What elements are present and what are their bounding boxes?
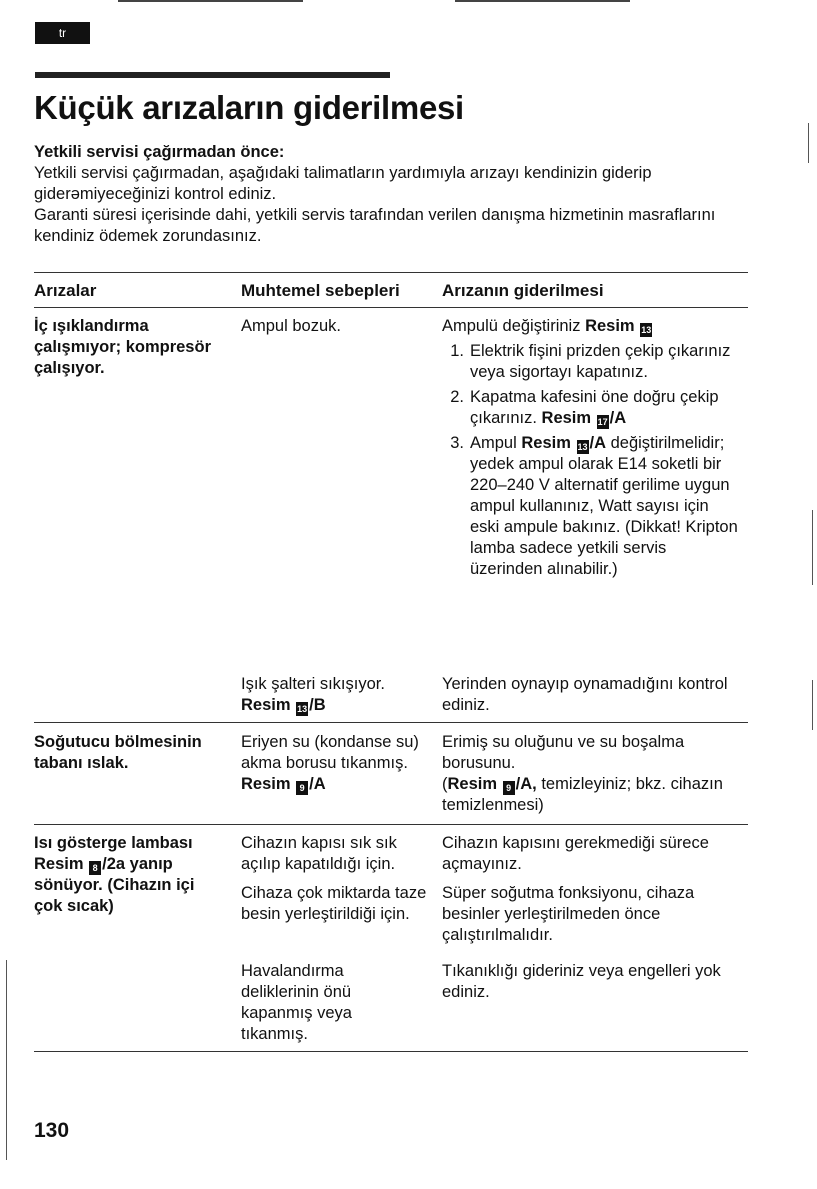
language-badge: tr (35, 22, 90, 44)
margin-mark (6, 960, 7, 1160)
figure-reference (241, 695, 431, 716)
fault-cell (34, 833, 219, 917)
step-pre-text: Ampul (470, 434, 517, 452)
figure-reference (521, 434, 606, 452)
step-text: değiştirilmelidir; yedek ampul olarak E14 soketli bir 220–240 V alternatif gerilime uygun ampul kullanınız, Watt sayısı için eski ampule bakınız. (Dikkat! Kripton lamba sadece yetkili servis üzerinden alınabilir.) (470, 434, 738, 578)
cause-cell: Cihaza çok miktarda taze besin yerleştirildiği için. (241, 884, 427, 923)
remedy-cell (442, 732, 747, 816)
figure-label: Resim (541, 409, 592, 427)
remedy-cell: Süper soğutma fonksiyonu, cihaza besinler yerleştirilmeden önce çalıştırılmalıdır. (442, 884, 695, 944)
cause-cell (241, 732, 431, 795)
cause-cell: Cihazın kapısı sık sık açılıp kapatıldığı için. (241, 834, 397, 873)
margin-mark (812, 680, 813, 730)
figure-suffix: /A (609, 409, 627, 427)
figure-number-badge: 8 (89, 861, 101, 875)
margin-mark (808, 123, 809, 163)
row-rule (34, 722, 748, 723)
figure-label: Resim (447, 775, 498, 793)
remedy-intro-text: Ampulü değiştiriniz (442, 317, 581, 335)
figure-label: Resim (34, 855, 84, 873)
cause-text: Eriyen su (kondanse su) akma borusu tıkanmış. (241, 733, 419, 772)
figure-reference (34, 855, 125, 873)
margin-mark (812, 510, 813, 585)
remedy-intro (442, 316, 742, 337)
figure-label: Resim (585, 317, 635, 335)
top-rule-left (118, 0, 303, 2)
figure-reference (241, 774, 431, 795)
figure-suffix: /B (309, 696, 326, 714)
figure-suffix: /A (589, 434, 606, 452)
figure-label: Resim (241, 775, 291, 793)
remedy-cell: Tıkanıklığı gideriniz veya engelleri yok ediniz. (442, 962, 721, 1001)
step-number: 3. (450, 434, 464, 452)
intro-heading: Yetkili servisi çağırmadan önce: (34, 143, 285, 161)
remedy-cell: Cihazın kapısını gerekmediği sürece açmayınız. (442, 834, 709, 873)
fault-text: Isı gösterge lambası (34, 834, 193, 852)
figure-suffix: /2a (102, 855, 126, 873)
cause-cell (241, 674, 431, 716)
intro-paragraph-1: Yetkili servisi çağırmadan, aşağıdaki talimatların yardımıyla arızayı kendinizin giderip giderəmiyeceğinizi kontrol ediniz. (34, 164, 652, 203)
header-bottom-rule (34, 307, 748, 308)
intro-paragraph-2: Garanti süresi içerisinde dahi, yetkili servis tarafından verilen danışma hizmetinin masraflarını kendiniz ödemek zorundasınız. (34, 206, 716, 245)
figure-label: Resim (521, 434, 571, 452)
fault-cell: İç ışıklandırma çalışmıyor; kompresör çalışıyor. (34, 317, 211, 377)
top-rule-right (455, 0, 630, 2)
figure-number-badge: 17 (597, 417, 608, 427)
figure-reference (448, 775, 537, 793)
step-number: 2. (450, 388, 464, 406)
row-rule (34, 824, 748, 825)
remedy-text (442, 774, 747, 816)
step-text: Kapatma kafesini öne doğru çekip çıkarınız. (470, 388, 719, 427)
column-header-causes: Muhtemel sebepleri (241, 281, 400, 300)
cause-cell: Havalandırma deliklerinin önü kapanmış veya tıkanmış. (241, 962, 352, 1043)
intro-section (34, 142, 764, 247)
figure-number-badge: 13 (577, 442, 588, 452)
page-number: 130 (34, 1119, 70, 1142)
step-item (442, 387, 742, 429)
remedy-cell (442, 316, 742, 584)
step-number: 1. (450, 342, 464, 360)
paren-open: ( (442, 775, 448, 793)
figure-suffix: /A, (515, 775, 537, 793)
fault-text: yanıp sönüyor. (Cihazın içi çok sıcak) (34, 855, 195, 915)
figure-suffix: /A (309, 775, 326, 793)
figure-reference (542, 409, 627, 427)
figure-number-badge: 13 (297, 704, 308, 714)
figure-number-badge: 13 (641, 325, 652, 335)
remedy-text: Erimiş su oluğunu ve su boşalma borusunu. (442, 733, 685, 772)
remedy-cell: Yerinden oynayıp oynamadığını kontrol ediniz. (442, 675, 728, 714)
column-header-faults: Arızalar (34, 281, 97, 300)
figure-number-badge: 9 (503, 781, 515, 795)
step-item (442, 341, 742, 383)
table-top-rule (34, 272, 748, 273)
remedy-text-tail: temizleyiniz; bkz. cihazın temizlenmesi) (442, 775, 723, 814)
title-bar (35, 72, 390, 78)
step-item (442, 433, 742, 580)
step-text: Elektrik fişini prizden çekip çıkarınız veya sigortayı kapatınız. (470, 342, 731, 381)
column-header-remedy: Arızanın giderilmesi (442, 281, 604, 300)
figure-reference (585, 317, 653, 335)
remedy-steps (442, 341, 742, 580)
page-title: Küçük arızaların giderilmesi (34, 89, 464, 126)
figure-label: Resim (241, 696, 291, 714)
cause-text: Işık şalteri sıkışıyor. (241, 675, 385, 693)
fault-cell: Soğutucu bölmesinin tabanı ıslak. (34, 733, 202, 772)
table-bottom-rule (34, 1051, 748, 1052)
figure-number-badge: 9 (296, 781, 308, 795)
cause-cell: Ampul bozuk. (241, 317, 341, 335)
